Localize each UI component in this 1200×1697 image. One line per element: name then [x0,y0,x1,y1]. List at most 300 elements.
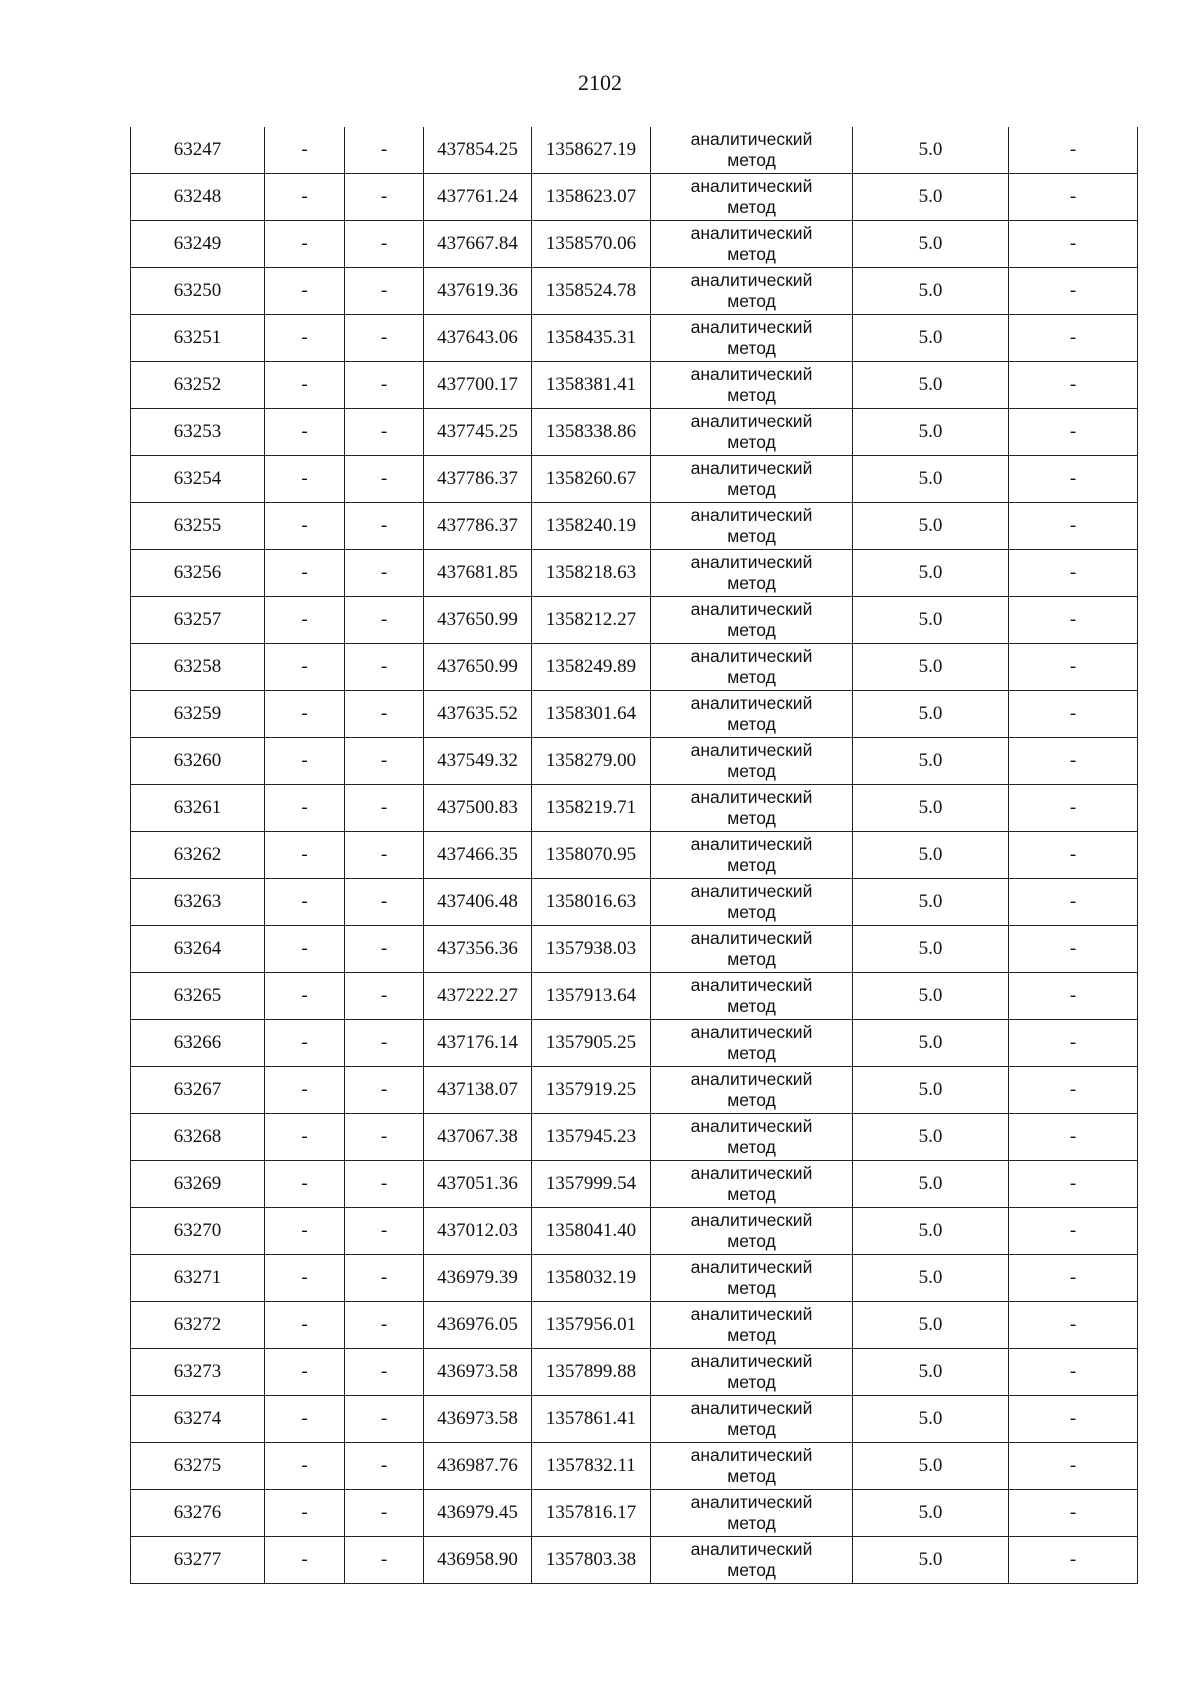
method-line-2: метод [727,526,776,546]
empty-column-2-cell: - [265,1490,345,1537]
table-row [131,832,1138,879]
x-coordinate-cell: 437067.38 [424,1114,532,1161]
table-row [131,1208,1138,1255]
y-coordinate-cell: 1357905.25 [532,1020,651,1067]
empty-column-2-cell: - [265,973,345,1020]
empty-column-2-cell: - [265,456,345,503]
coordinates-table [130,127,1138,1584]
method-line-2: метод [727,1090,776,1110]
method-cell [651,832,853,879]
empty-column-8-cell: - [1009,1396,1138,1443]
method-cell [651,127,853,174]
empty-column-2-cell: - [265,644,345,691]
empty-column-8-cell: - [1009,1490,1138,1537]
empty-column-3-cell: - [345,456,424,503]
empty-column-8-cell: - [1009,1161,1138,1208]
empty-column-8-cell: - [1009,597,1138,644]
table-row [131,926,1138,973]
x-coordinate-cell: 436973.58 [424,1396,532,1443]
empty-column-8-cell: - [1009,691,1138,738]
accuracy-cell: 5.0 [853,1396,1009,1443]
point-id-cell: 63250 [131,268,265,315]
y-coordinate-cell: 1358070.95 [532,832,651,879]
accuracy-cell: 5.0 [853,1114,1009,1161]
empty-column-2-cell: - [265,738,345,785]
empty-column-3-cell: - [345,1020,424,1067]
y-coordinate-cell: 1358016.63 [532,879,651,926]
table-row [131,1020,1138,1067]
empty-column-3-cell: - [345,738,424,785]
method-cell [651,691,853,738]
empty-column-3-cell: - [345,973,424,1020]
accuracy-cell: 5.0 [853,1443,1009,1490]
method-line-2: метод [727,996,776,1016]
method-cell [651,1255,853,1302]
empty-column-3-cell: - [345,1067,424,1114]
empty-column-3-cell: - [345,1208,424,1255]
method-line-1: аналитический [690,458,813,478]
table-row [131,1396,1138,1443]
y-coordinate-cell: 1358623.07 [532,174,651,221]
point-id-cell: 63269 [131,1161,265,1208]
empty-column-8-cell: - [1009,221,1138,268]
x-coordinate-cell: 437667.84 [424,221,532,268]
y-coordinate-cell: 1358218.63 [532,550,651,597]
point-id-cell: 63273 [131,1349,265,1396]
empty-column-8-cell: - [1009,879,1138,926]
point-id-cell: 63275 [131,1443,265,1490]
method-line-2: метод [727,1513,776,1533]
accuracy-cell: 5.0 [853,409,1009,456]
method-line-1: аналитический [690,1398,813,1418]
method-line-1: аналитический [690,364,813,384]
method-cell [651,362,853,409]
empty-column-3-cell: - [345,1443,424,1490]
empty-column-2-cell: - [265,1020,345,1067]
accuracy-cell: 5.0 [853,926,1009,973]
method-line-2: метод [727,338,776,358]
empty-column-8-cell: - [1009,1020,1138,1067]
empty-column-3-cell: - [345,174,424,221]
y-coordinate-cell: 1358260.67 [532,456,651,503]
empty-column-8-cell: - [1009,738,1138,785]
method-line-1: аналитический [690,1351,813,1371]
x-coordinate-cell: 437650.99 [424,644,532,691]
table-row [131,550,1138,597]
method-line-2: метод [727,479,776,499]
method-line-2: метод [727,1231,776,1251]
method-line-1: аналитический [690,834,813,854]
y-coordinate-cell: 1358279.00 [532,738,651,785]
y-coordinate-cell: 1358301.64 [532,691,651,738]
empty-column-3-cell: - [345,268,424,315]
method-line-2: метод [727,1137,776,1157]
empty-column-8-cell: - [1009,832,1138,879]
point-id-cell: 63254 [131,456,265,503]
point-id-cell: 63272 [131,1302,265,1349]
method-line-1: аналитический [690,317,813,337]
point-id-cell: 63267 [131,1067,265,1114]
accuracy-cell: 5.0 [853,738,1009,785]
table-row [131,644,1138,691]
method-line-2: метод [727,1560,776,1580]
method-cell [651,268,853,315]
y-coordinate-cell: 1357899.88 [532,1349,651,1396]
method-cell [651,1208,853,1255]
empty-column-3-cell: - [345,879,424,926]
method-line-1: аналитический [690,599,813,619]
y-coordinate-cell: 1358249.89 [532,644,651,691]
method-cell [651,1067,853,1114]
empty-column-2-cell: - [265,362,345,409]
point-id-cell: 63256 [131,550,265,597]
x-coordinate-cell: 437406.48 [424,879,532,926]
method-line-1: аналитический [690,1257,813,1277]
empty-column-3-cell: - [345,691,424,738]
method-line-2: метод [727,1043,776,1063]
method-line-1: аналитический [690,1069,813,1089]
point-id-cell: 63263 [131,879,265,926]
empty-column-3-cell: - [345,1537,424,1584]
method-line-2: метод [727,1372,776,1392]
y-coordinate-cell: 1357999.54 [532,1161,651,1208]
empty-column-2-cell: - [265,268,345,315]
x-coordinate-cell: 437761.24 [424,174,532,221]
x-coordinate-cell: 437643.06 [424,315,532,362]
empty-column-3-cell: - [345,1302,424,1349]
x-coordinate-cell: 437500.83 [424,785,532,832]
table-row [131,409,1138,456]
method-line-1: аналитический [690,223,813,243]
empty-column-8-cell: - [1009,1349,1138,1396]
method-cell [651,1443,853,1490]
method-cell [651,738,853,785]
table-row [131,268,1138,315]
y-coordinate-cell: 1357832.11 [532,1443,651,1490]
empty-column-3-cell: - [345,127,424,174]
empty-column-8-cell: - [1009,268,1138,315]
method-line-1: аналитический [690,787,813,807]
point-id-cell: 63265 [131,973,265,1020]
table-row [131,1302,1138,1349]
method-line-2: метод [727,902,776,922]
x-coordinate-cell: 437635.52 [424,691,532,738]
accuracy-cell: 5.0 [853,1349,1009,1396]
empty-column-2-cell: - [265,1396,345,1443]
accuracy-cell: 5.0 [853,127,1009,174]
method-line-2: метод [727,761,776,781]
accuracy-cell: 5.0 [853,503,1009,550]
method-line-2: метод [727,291,776,311]
y-coordinate-cell: 1358524.78 [532,268,651,315]
point-id-cell: 63259 [131,691,265,738]
point-id-cell: 63252 [131,362,265,409]
point-id-cell: 63270 [131,1208,265,1255]
empty-column-3-cell: - [345,1255,424,1302]
x-coordinate-cell: 437466.35 [424,832,532,879]
y-coordinate-cell: 1357803.38 [532,1537,651,1584]
accuracy-cell: 5.0 [853,1161,1009,1208]
point-id-cell: 63277 [131,1537,265,1584]
point-id-cell: 63255 [131,503,265,550]
y-coordinate-cell: 1358041.40 [532,1208,651,1255]
empty-column-8-cell: - [1009,127,1138,174]
empty-column-2-cell: - [265,1067,345,1114]
table-row [131,973,1138,1020]
accuracy-cell: 5.0 [853,268,1009,315]
method-cell [651,221,853,268]
x-coordinate-cell: 436979.39 [424,1255,532,1302]
method-cell [651,785,853,832]
accuracy-cell: 5.0 [853,785,1009,832]
accuracy-cell: 5.0 [853,1537,1009,1584]
method-line-1: аналитический [690,975,813,995]
table-row [131,174,1138,221]
empty-column-3-cell: - [345,1490,424,1537]
x-coordinate-cell: 437786.37 [424,503,532,550]
method-line-1: аналитический [690,1492,813,1512]
point-id-cell: 63268 [131,1114,265,1161]
accuracy-cell: 5.0 [853,1302,1009,1349]
empty-column-2-cell: - [265,832,345,879]
empty-column-3-cell: - [345,1161,424,1208]
x-coordinate-cell: 436987.76 [424,1443,532,1490]
method-cell [651,174,853,221]
method-cell [651,456,853,503]
point-id-cell: 63261 [131,785,265,832]
table-row [131,127,1138,174]
x-coordinate-cell: 437745.25 [424,409,532,456]
method-line-1: аналитический [690,881,813,901]
accuracy-cell: 5.0 [853,1490,1009,1537]
accuracy-cell: 5.0 [853,973,1009,1020]
empty-column-8-cell: - [1009,1302,1138,1349]
empty-column-8-cell: - [1009,926,1138,973]
empty-column-2-cell: - [265,785,345,832]
y-coordinate-cell: 1358381.41 [532,362,651,409]
x-coordinate-cell: 436958.90 [424,1537,532,1584]
empty-column-2-cell: - [265,1349,345,1396]
method-line-2: метод [727,1466,776,1486]
point-id-cell: 63276 [131,1490,265,1537]
empty-column-2-cell: - [265,879,345,926]
method-line-2: метод [727,620,776,640]
y-coordinate-cell: 1357956.01 [532,1302,651,1349]
x-coordinate-cell: 437700.17 [424,362,532,409]
empty-column-2-cell: - [265,503,345,550]
y-coordinate-cell: 1358240.19 [532,503,651,550]
empty-column-8-cell: - [1009,1537,1138,1584]
point-id-cell: 63251 [131,315,265,362]
x-coordinate-cell: 437549.32 [424,738,532,785]
method-line-2: метод [727,432,776,452]
method-line-1: аналитический [690,1304,813,1324]
x-coordinate-cell: 437786.37 [424,456,532,503]
empty-column-3-cell: - [345,832,424,879]
method-cell [651,550,853,597]
x-coordinate-cell: 436973.58 [424,1349,532,1396]
empty-column-3-cell: - [345,1114,424,1161]
point-id-cell: 63260 [131,738,265,785]
point-id-cell: 63264 [131,926,265,973]
y-coordinate-cell: 1357816.17 [532,1490,651,1537]
method-cell [651,315,853,362]
empty-column-2-cell: - [265,1208,345,1255]
empty-column-8-cell: - [1009,1114,1138,1161]
empty-column-3-cell: - [345,644,424,691]
method-line-1: аналитический [690,1022,813,1042]
table-row [131,1114,1138,1161]
empty-column-3-cell: - [345,503,424,550]
method-cell [651,926,853,973]
empty-column-2-cell: - [265,1161,345,1208]
empty-column-8-cell: - [1009,550,1138,597]
method-line-2: метод [727,808,776,828]
method-line-1: аналитический [690,1163,813,1183]
table-row [131,1349,1138,1396]
empty-column-8-cell: - [1009,315,1138,362]
method-cell [651,1114,853,1161]
empty-column-3-cell: - [345,785,424,832]
accuracy-cell: 5.0 [853,879,1009,926]
table-row [131,1537,1138,1584]
empty-column-3-cell: - [345,1396,424,1443]
method-line-2: метод [727,855,776,875]
method-line-2: метод [727,244,776,264]
y-coordinate-cell: 1357913.64 [532,973,651,1020]
table-row [131,738,1138,785]
table-row [131,1490,1138,1537]
method-cell [651,1349,853,1396]
method-line-1: аналитический [690,1445,813,1465]
table-row [131,785,1138,832]
accuracy-cell: 5.0 [853,550,1009,597]
method-line-1: аналитический [690,1116,813,1136]
method-line-2: метод [727,1419,776,1439]
y-coordinate-cell: 1358627.19 [532,127,651,174]
table-row [131,691,1138,738]
page-number: 2102 [578,70,622,95]
table-row [131,597,1138,644]
method-cell [651,1302,853,1349]
x-coordinate-cell: 437012.03 [424,1208,532,1255]
method-cell [651,503,853,550]
point-id-cell: 63247 [131,127,265,174]
empty-column-8-cell: - [1009,1255,1138,1302]
x-coordinate-cell: 437854.25 [424,127,532,174]
method-line-2: метод [727,1278,776,1298]
empty-column-8-cell: - [1009,644,1138,691]
empty-column-2-cell: - [265,1255,345,1302]
empty-column-2-cell: - [265,926,345,973]
method-line-2: метод [727,197,776,217]
empty-column-2-cell: - [265,1443,345,1490]
empty-column-8-cell: - [1009,456,1138,503]
x-coordinate-cell: 437051.36 [424,1161,532,1208]
y-coordinate-cell: 1357861.41 [532,1396,651,1443]
method-line-1: аналитический [690,552,813,572]
method-line-1: аналитический [690,1210,813,1230]
empty-column-8-cell: - [1009,1208,1138,1255]
table-row [131,1443,1138,1490]
empty-column-2-cell: - [265,127,345,174]
table-row [131,879,1138,926]
method-cell [651,644,853,691]
point-id-cell: 63249 [131,221,265,268]
point-id-cell: 63253 [131,409,265,456]
accuracy-cell: 5.0 [853,1255,1009,1302]
method-line-2: метод [727,714,776,734]
empty-column-3-cell: - [345,597,424,644]
empty-column-2-cell: - [265,221,345,268]
accuracy-cell: 5.0 [853,644,1009,691]
method-cell [651,1490,853,1537]
method-line-2: метод [727,667,776,687]
method-line-2: метод [727,573,776,593]
method-cell [651,879,853,926]
accuracy-cell: 5.0 [853,221,1009,268]
empty-column-3-cell: - [345,315,424,362]
x-coordinate-cell: 437681.85 [424,550,532,597]
method-line-1: аналитический [690,928,813,948]
point-id-cell: 63258 [131,644,265,691]
y-coordinate-cell: 1357945.23 [532,1114,651,1161]
method-cell [651,409,853,456]
method-line-1: аналитический [690,505,813,525]
empty-column-3-cell: - [345,926,424,973]
y-coordinate-cell: 1358219.71 [532,785,651,832]
empty-column-8-cell: - [1009,973,1138,1020]
empty-column-8-cell: - [1009,785,1138,832]
point-id-cell: 63248 [131,174,265,221]
point-id-cell: 63271 [131,1255,265,1302]
empty-column-2-cell: - [265,1302,345,1349]
x-coordinate-cell: 436979.45 [424,1490,532,1537]
method-line-1: аналитический [690,646,813,666]
method-cell [651,973,853,1020]
empty-column-2-cell: - [265,597,345,644]
table-row [131,1067,1138,1114]
y-coordinate-cell: 1357938.03 [532,926,651,973]
method-cell [651,597,853,644]
empty-column-3-cell: - [345,1349,424,1396]
method-line-2: метод [727,1325,776,1345]
method-line-2: метод [727,385,776,405]
x-coordinate-cell: 437138.07 [424,1067,532,1114]
x-coordinate-cell: 437222.27 [424,973,532,1020]
table-row [131,503,1138,550]
table-body [131,127,1138,1584]
table-row [131,1255,1138,1302]
empty-column-8-cell: - [1009,1443,1138,1490]
accuracy-cell: 5.0 [853,315,1009,362]
empty-column-2-cell: - [265,1114,345,1161]
method-line-2: метод [727,1184,776,1204]
method-line-1: аналитический [690,129,813,149]
method-line-1: аналитический [690,270,813,290]
method-cell [651,1161,853,1208]
table-row [131,315,1138,362]
x-coordinate-cell: 437619.36 [424,268,532,315]
empty-column-8-cell: - [1009,362,1138,409]
method-cell [651,1020,853,1067]
y-coordinate-cell: 1358435.31 [532,315,651,362]
empty-column-2-cell: - [265,550,345,597]
empty-column-2-cell: - [265,1537,345,1584]
method-line-2: метод [727,949,776,969]
x-coordinate-cell: 437650.99 [424,597,532,644]
x-coordinate-cell: 436976.05 [424,1302,532,1349]
